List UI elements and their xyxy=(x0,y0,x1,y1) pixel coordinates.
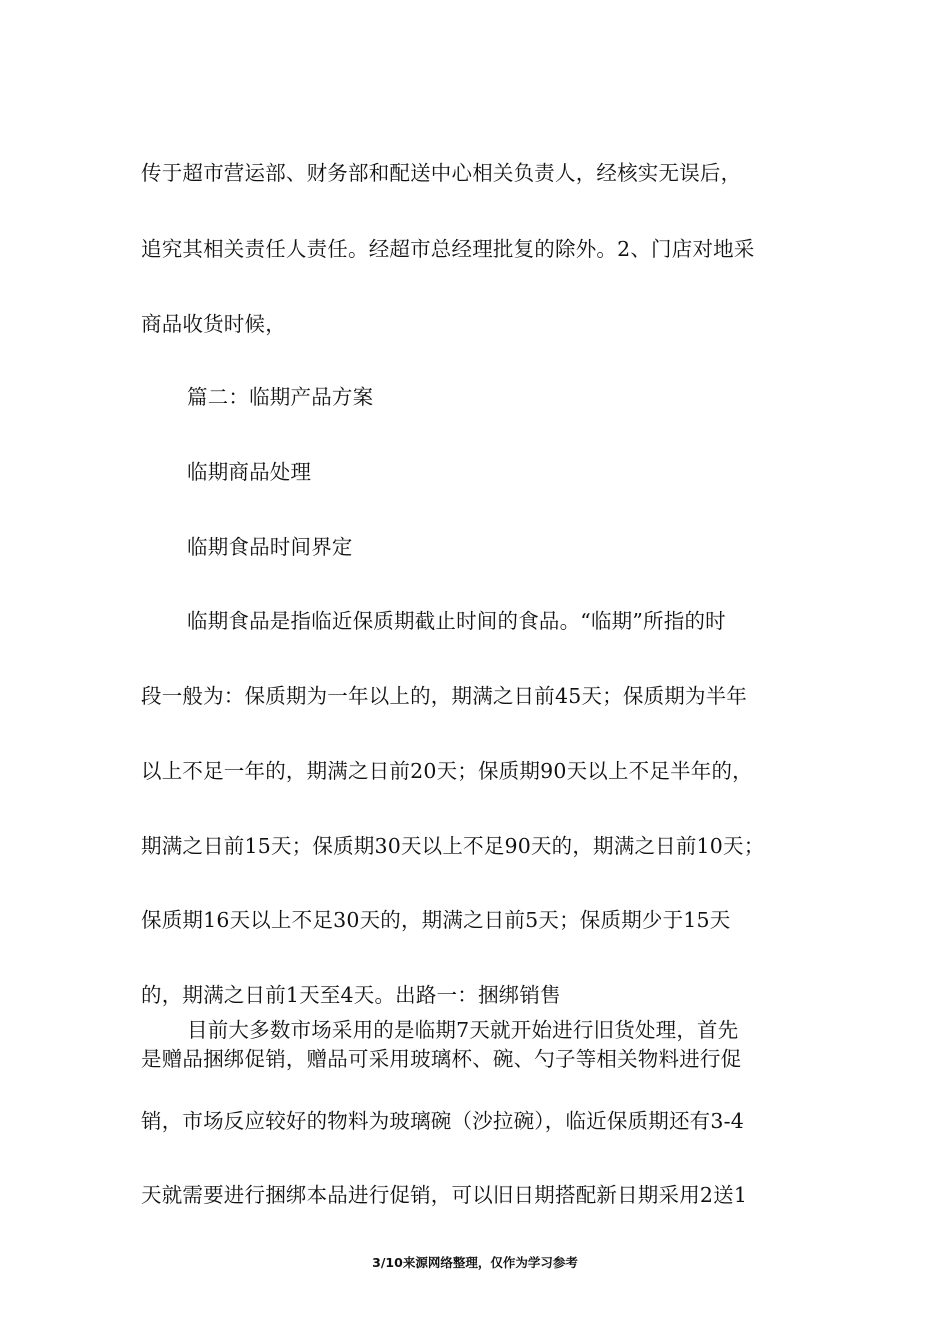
paragraph-line: 是赠品捆绑促销，赠品可采用玻璃杯、碗、勺子等相关物料进行促 xyxy=(141,1047,742,1071)
paragraph-line: 保质期16天以上不足30天的，期满之日前5天；保质期少于15天 xyxy=(141,908,731,932)
paragraph-line: 追究其相关责任人责任。经超市总经理批复的除外。2、门店对地采 xyxy=(141,237,755,261)
page-footer: 3/10来源网络整理，仅作为学习参考 xyxy=(372,1255,578,1270)
paragraph-line: 期满之日前15天；保质期30天以上不足90天的，期满之日前10天； xyxy=(141,834,765,858)
paragraph-line: 临期食品是指临近保质期截止时间的食品。“临期”所指的时 xyxy=(187,609,726,633)
paragraph-line: 段一般为：保质期为一年以上的，期满之日前45天；保质期为半年 xyxy=(141,684,748,708)
subheading: 临期食品时间界定 xyxy=(187,535,353,559)
paragraph-line: 销，市场反应较好的物料为玻璃碗（沙拉碗），临近保质期还有3-4 xyxy=(141,1109,744,1133)
paragraph-line: 目前大多数市场采用的是临期7天就开始进行旧货处理，首先 xyxy=(187,1018,739,1042)
paragraph-line: 天就需要进行捆绑本品进行促销，可以旧日期搭配新日期采用2送1 xyxy=(141,1183,748,1207)
paragraph-line: 以上不足一年的，期满之日前20天；保质期90天以上不足半年的， xyxy=(141,759,753,783)
paragraph-line: 商品收货时候， xyxy=(141,312,286,336)
section-heading: 篇二：临期产品方案 xyxy=(187,385,374,409)
paragraph-line: 的，期满之日前1天至4天。出路一：捆绑销售 xyxy=(141,983,561,1007)
subheading: 临期商品处理 xyxy=(187,460,312,484)
paragraph-line: 传于超市营运部、财务部和配送中心相关负责人，经核实无误后， xyxy=(141,161,742,185)
